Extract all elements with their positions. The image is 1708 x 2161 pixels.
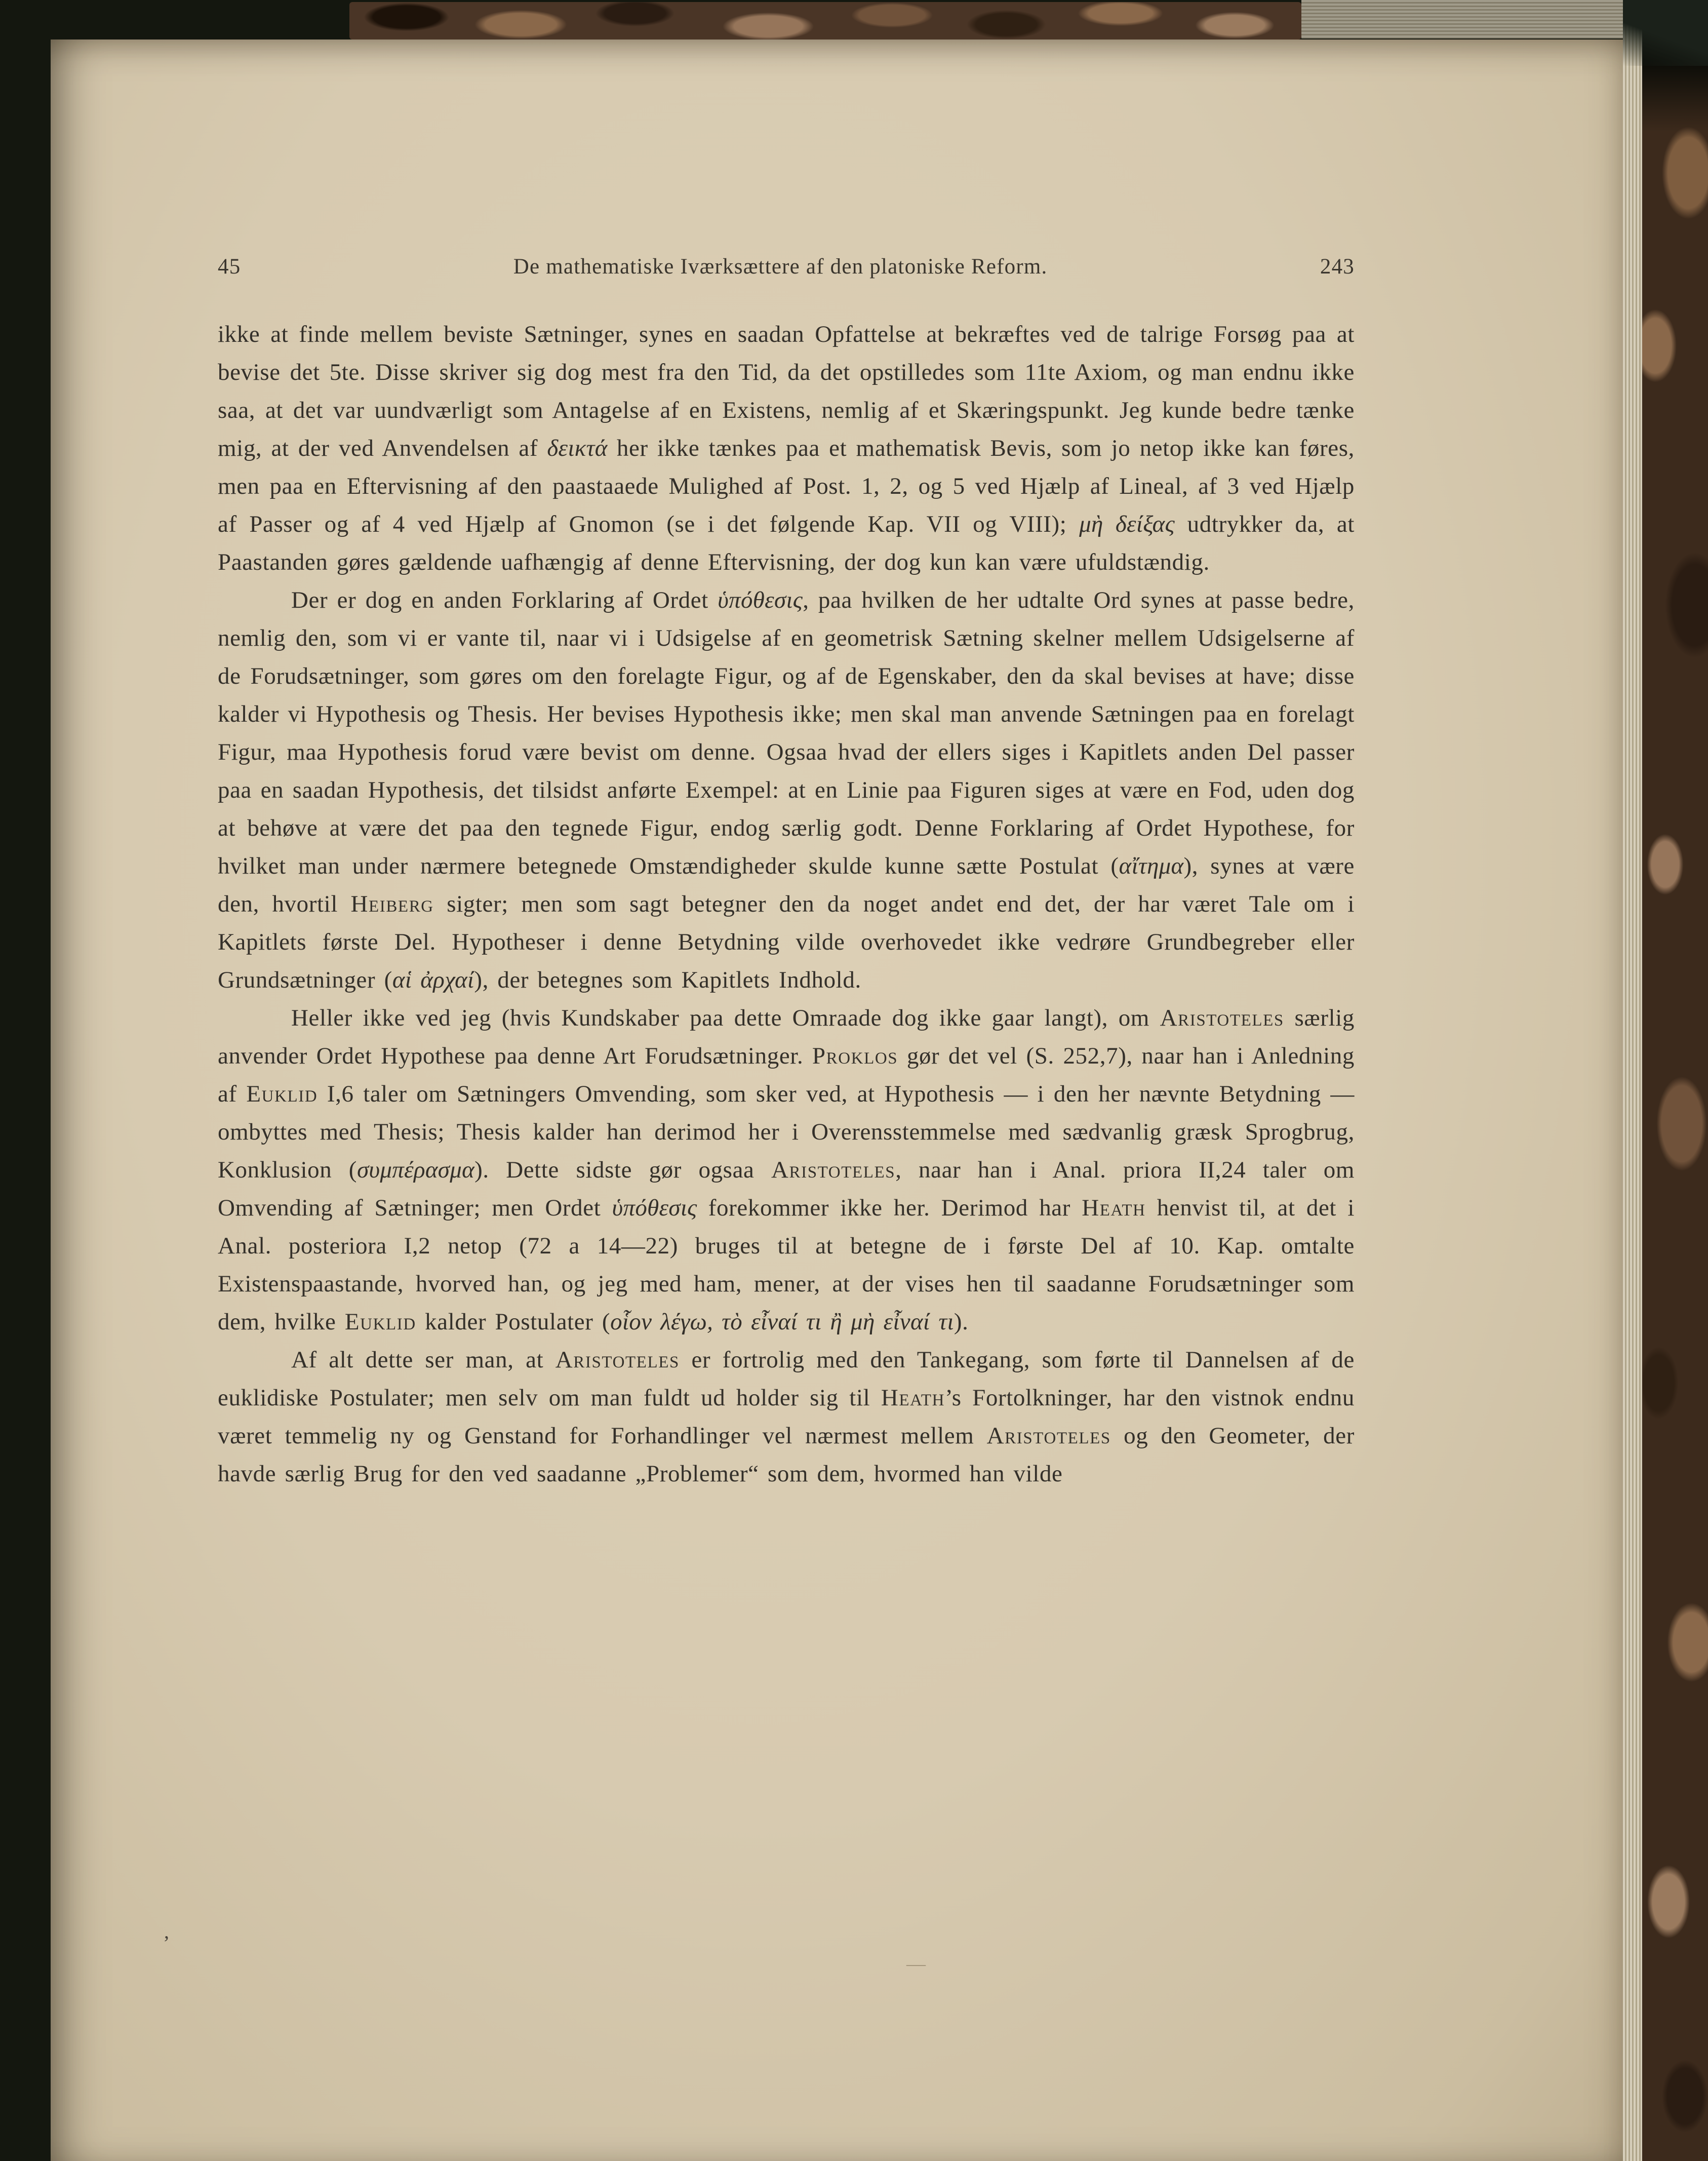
- book-right-pages-stack: [1623, 0, 1642, 2161]
- margin-speck-mark: ‚: [163, 1920, 170, 1943]
- paragraph: [218, 1341, 1355, 1493]
- text-segment: ). Dette sidste gør ogsaa: [474, 1157, 771, 1183]
- bottom-dash-mark: —: [906, 1953, 926, 1975]
- book-fore-edge-marbling: [1642, 0, 1708, 2161]
- paragraph: [218, 316, 1355, 581]
- text-segment: Aristoteles: [986, 1423, 1111, 1449]
- text-segment: Heath: [1082, 1195, 1146, 1221]
- text-segment: kalder Postulater (: [416, 1309, 611, 1335]
- text-segment: er fortrolig med den Tankegang, som førte til Dannelsen af de euklidiske Postulater; men selv om man fuldt ud holder sig til: [218, 1347, 1355, 1411]
- text-segment: Der er dog en anden Forklaring af Ordet: [291, 587, 718, 613]
- text-segment: οἷον λέγω, τὸ εἶναί τι ἢ μὴ εἶναί τι: [610, 1309, 954, 1335]
- page-number-left: 45: [218, 255, 241, 279]
- text-segment: μὴ δείξας: [1079, 511, 1175, 537]
- book-page: [51, 40, 1623, 2161]
- text-segment: ).: [954, 1309, 969, 1335]
- text-segment: Euklid: [246, 1081, 318, 1107]
- text-segment: Af alt dette ser man, at: [291, 1347, 555, 1373]
- text-segment: Euklid: [344, 1309, 416, 1335]
- text-segment: Aristoteles: [771, 1157, 896, 1183]
- book-top-pages-edge: [1301, 0, 1625, 38]
- text-segment: gør det vel (S. 252,7), naar han i Anledning af: [218, 1043, 1355, 1107]
- text-segment: ), der betegnes som Kapitlets Indhold.: [474, 967, 861, 993]
- text-segment: Heller ikke ved jeg (hvis Kundskaber paa dette Omraade dog ikke gaar langt), om: [291, 1005, 1160, 1031]
- book-cover-corner: [1623, 0, 1708, 66]
- paragraph: [218, 581, 1355, 999]
- text-segment: ), synes at være den, hvortil: [218, 853, 1355, 917]
- text-segment: ’s Fortolkninger, har den vistnok endnu været temmelig ny og Genstand for Forhandlinger vel nærmest mellem: [218, 1385, 1355, 1449]
- text-segment: ikke at finde mellem beviste Sætninger, synes en saadan Opfattelse at bekræftes ved de talrige Forsøg paa at bevise det 5te. Disse skriver sig dog mest fra den Tid, da det opstilledes som 11te Axiom, og man endnu ikke saa, at det var uundværligt som Antagelse af en Existens, nemlig af et Skæringspunkt. Jeg kunde bedre tænke mig, at der ved Anvendelsen af: [218, 321, 1355, 461]
- text-segment: Heiberg: [350, 891, 434, 917]
- text-segment: , paa hvilken de her udtalte Ord synes at passe bedre, nemlig den, som vi er vante til, naar vi i Udsigelse af en geometrisk Sætning skelner mellem Udsigelserne af de Forudsætninger, som gøres om den forelagte Figur, og af de Egenskaber, den da skal bevises at have; disse kalder vi Hypothesis og Thesis. Her bevises Hypothesis ikke; men skal man anvende Sætningen paa en forelagt Figur, maa Hypothesis forud være bevist om denne. Ogsaa hvad der ellers siges i Kapitlets anden Del passer paa en saadan Hypothesis, det tilsidst anførte Exempel: at en Linie paa Figuren siges at være en Fod, uden dog at behøve at være det paa den tegnede Figur, endog særlig godt. Denne Forklaring af Ordet Hypothese, for hvilket man under nærmere betegnede Omstændigheder skulde kunne sætte Postulat (: [218, 587, 1355, 879]
- text-segment: Aristoteles: [1160, 1005, 1284, 1031]
- text-segment: αἱ ἀρχαί: [392, 967, 474, 993]
- text-segment: Heath: [881, 1385, 945, 1411]
- text-segment: Proklos: [812, 1043, 898, 1069]
- text-segment: og den Geometer, der havde særlig Brug for den ved saadanne „Problemer“ som dem, hvormed han vilde: [218, 1423, 1355, 1487]
- text-segment: forekommer ikke her. Derimod har: [697, 1195, 1082, 1221]
- text-segment: ὑπόθεσις: [612, 1195, 697, 1221]
- book-top-marbled-edge: [349, 2, 1301, 40]
- text-segment: αἴτημα: [1119, 853, 1184, 879]
- text-segment: , naar han i Anal. priora II,24 taler om Omvending af Sætninger; men Ordet: [218, 1157, 1355, 1221]
- text-segment: δεικτά: [547, 435, 608, 461]
- text-segment: her ikke tænkes paa et mathematisk Bevis, som jo netop ikke kan føres, men paa en Eftervisning af den paastaaede Mulighed af Post. 1, 2, og 5 ved Hjælp af Lineal, af 3 ved Hjælp af Passer og af 4 ved Hjælp af Gnomon (se i det følgende Kap. VII og VIII);: [218, 435, 1355, 537]
- text-segment: særlig anvender Ordet Hypothese paa denne Art Forudsætninger.: [218, 1005, 1355, 1069]
- text-block: [218, 316, 1355, 1493]
- paragraph: [218, 999, 1355, 1341]
- text-segment: συμπέρασμα: [357, 1157, 475, 1183]
- text-segment: sigter; men som sagt betegner den da noget andet end det, der har været Tale om i Kapitlets første Del. Hypotheser i denne Betydning vilde overhovedet ikke vedrøre Grundbegreber eller Grundsætninger (: [218, 891, 1355, 993]
- page-number-right: 243: [1320, 255, 1355, 279]
- text-segment: henvist til, at det i Anal. posteriora I,2 netop (72 a 14—22) bruges til at betegne de i første Del af 10. Kap. omtalte Existenspaastande, hvorved han, og jeg med ham, mener, at der vises hen til saadanne Forudsætninger som dem, hvilke: [218, 1195, 1355, 1335]
- text-segment: I,6 taler om Sætningers Omvending, som sker ved, at Hypothesis — i den her nævnte Betydning — ombyttes med Thesis; Thesis kalder han derimod her i Overensstemmelse med sædvanlig græsk Sprogbrug, Konklusion (: [218, 1081, 1355, 1183]
- running-header: [218, 254, 1355, 279]
- text-segment: udtrykker da, at Paastanden gøres gældende uafhængig af denne Eftervisning, der dog kun kan være ufuldstændig.: [218, 511, 1355, 575]
- text-segment: Aristoteles: [555, 1347, 680, 1373]
- text-segment: ὑπόθεσις: [718, 587, 803, 613]
- running-title: De mathematiske Iværksættere af den platoniske Reform.: [513, 255, 1048, 279]
